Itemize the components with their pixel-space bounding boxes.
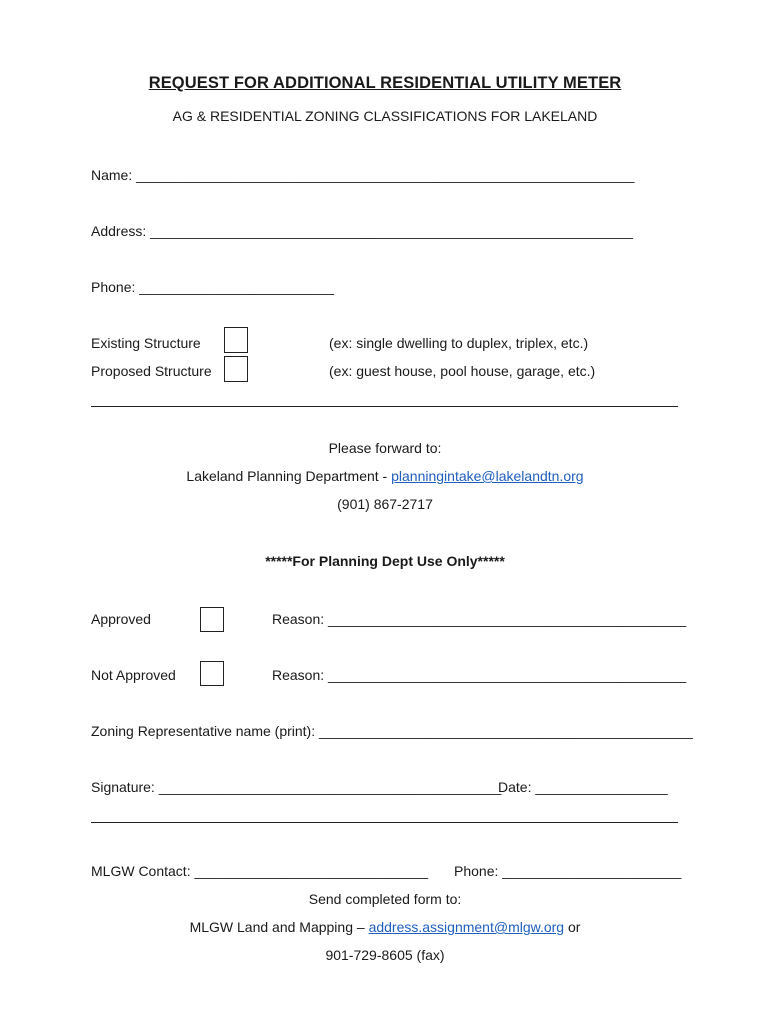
planning-email-link[interactable]: planningintake@lakelandtn.org (391, 468, 584, 484)
approved-checkbox[interactable] (200, 607, 224, 632)
mlgw-dept-suffix: or (564, 919, 581, 935)
mlgw-dept-contact (0, 919, 770, 935)
planning-dept-name: Lakeland Planning Department - (186, 468, 392, 484)
send-form-intro: Send completed form to: (308, 891, 462, 907)
mlgw-contact-field[interactable]: MLGW Contact: ______________________________ (91, 863, 429, 879)
existing-structure-note: (ex: single dwelling to duplex, triplex, etc.) (329, 335, 589, 351)
planning-dept-phone: (901) 867-2717 (337, 496, 433, 512)
forward-intro: Please forward to: (328, 440, 442, 456)
planning-dept-contact (0, 468, 770, 484)
proposed-structure-note: (ex: guest house, pool house, garage, etc.) (329, 363, 596, 379)
proposed-structure-label: Proposed Structure (91, 363, 212, 379)
form-subtitle: AG & RESIDENTIAL ZONING CLASSIFICATIONS FOR LAKELAND (172, 108, 598, 124)
not-approved-checkbox[interactable] (200, 661, 224, 686)
date-field[interactable]: Date: _________________ (498, 779, 668, 795)
approved-label: Approved (91, 611, 151, 627)
mlgw-phone-field[interactable]: Phone: _______________________ (454, 863, 682, 879)
form-title: REQUEST FOR ADDITIONAL RESIDENTIAL UTILITY METER (148, 74, 622, 92)
not-approved-reason-field[interactable]: Reason: ______________________________________________ (272, 667, 687, 683)
mlgw-email-link[interactable]: address.assignment@mlgw.org (368, 919, 565, 935)
approved-reason-field[interactable]: Reason: ______________________________________________ (272, 611, 687, 627)
section-divider-2 (91, 822, 678, 823)
existing-structure-checkbox[interactable] (224, 327, 248, 353)
proposed-structure-checkbox[interactable] (224, 356, 248, 382)
zoning-rep-name-field[interactable]: Zoning Representative name (print): ________________________________________________ (91, 723, 693, 739)
mlgw-dept-name: MLGW Land and Mapping – (189, 919, 369, 935)
section-divider (91, 406, 678, 407)
planning-use-heading: *****For Planning Dept Use Only***** (265, 553, 505, 569)
signature-field[interactable]: Signature: ____________________________________________ (91, 779, 502, 795)
not-approved-label: Not Approved (91, 667, 176, 683)
phone-field[interactable]: Phone: _________________________ (91, 279, 334, 295)
name-field[interactable]: Name: ________________________________________________________________ (91, 167, 635, 183)
mlgw-fax: 901-729-8605 (fax) (325, 947, 445, 963)
existing-structure-label: Existing Structure (91, 335, 201, 351)
address-field[interactable]: Address: ______________________________________________________________ (91, 223, 633, 239)
